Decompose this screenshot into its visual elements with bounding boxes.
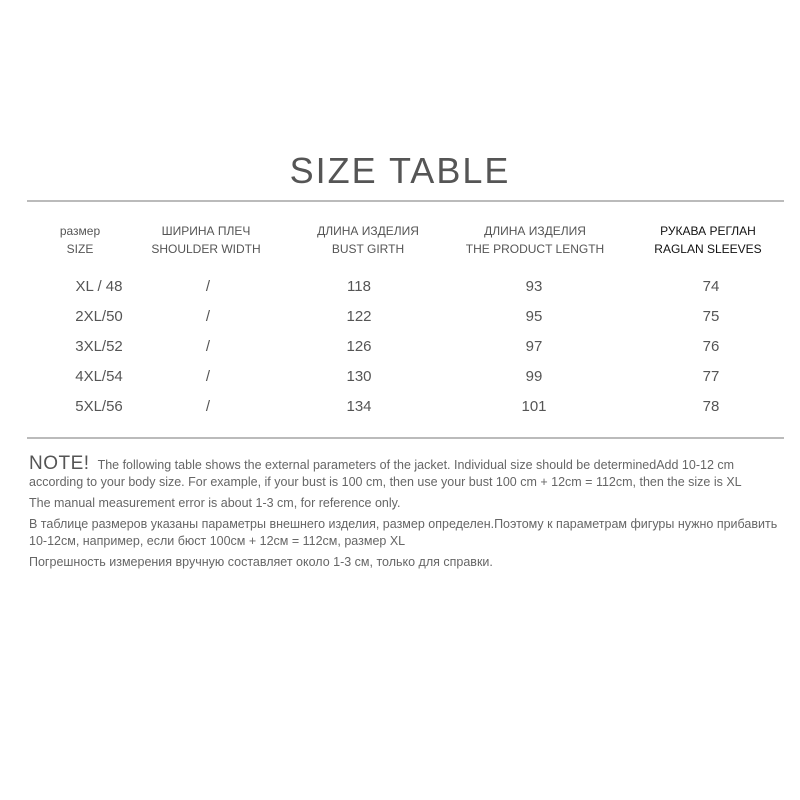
note-english-text: The following table shows the external parameters of the jacket. Individual size should be determinedAdd 10-12 cm according to your body size. For example, if your bust is 100 cm, then use your bust 100 cm + 12cm = 112cm, then the size is XL <box>29 458 742 489</box>
note-russian-error: Погрешность измерения вручную составляет около 1-3 см, только для справки. <box>29 555 493 569</box>
header-raglan-sleeves-ru: РУКАВА РЕГЛАН <box>660 224 756 238</box>
header-size-ru: размер <box>59 224 101 238</box>
table-bottom-divider <box>27 437 784 439</box>
table-cell-shoulder-width: / <box>205 338 211 355</box>
header-size-en: SIZE <box>66 242 94 256</box>
note-russian: В таблице размеров указаны параметры внешнего изделия, размер определен.Поэтому к параметрам фигуры нужно прибавить 10-12см, например, если бюст 100см + 12см = 112см, размер XL <box>29 517 778 548</box>
header-raglan-sleeves <box>638 222 778 258</box>
header-bust-girth-en: BUST GIRTH <box>331 242 405 256</box>
table-cell-shoulder-width: / <box>205 368 211 385</box>
header-shoulder-width-ru: ШИРИНА ПЛЕЧ <box>161 224 251 238</box>
table-cell-product-length: 97 <box>525 338 543 355</box>
table-cell-bust-girth: 118 <box>347 278 371 295</box>
note-english-error: The manual measurement error is about 1-3 cm, for reference only. <box>29 496 401 510</box>
header-bust-girth <box>293 222 443 258</box>
table-cell-raglan-sleeves: 75 <box>702 308 720 325</box>
table-cell-size: 5XL/56 <box>75 398 123 415</box>
table-cell-shoulder-width: / <box>205 398 211 415</box>
table-cell-product-length: 101 <box>521 398 547 415</box>
header-raglan-sleeves-en: RAGLAN SLEEVES <box>654 242 762 256</box>
table-cell-product-length: 93 <box>525 278 543 295</box>
header-shoulder-width-en: SHOULDER WIDTH <box>151 242 261 256</box>
header-shoulder-width <box>136 222 276 258</box>
table-cell-bust-girth: 126 <box>346 338 372 355</box>
notes-section <box>29 455 789 575</box>
table-cell-size: 3XL/52 <box>75 338 123 355</box>
note-english <box>29 455 789 491</box>
table-cell-bust-girth: 122 <box>346 308 372 325</box>
table-top-divider <box>27 200 784 202</box>
table-cell-shoulder-width: / <box>205 308 211 325</box>
table-cell-product-length: 95 <box>525 308 543 325</box>
table-cell-size: 2XL/50 <box>75 308 123 325</box>
table-cell-size: XL / 48 <box>75 278 123 295</box>
table-cell-raglan-sleeves: 76 <box>702 338 720 355</box>
note-label: NOTE! <box>29 453 90 474</box>
table-cell-shoulder-width: / <box>205 278 211 295</box>
table-cell-bust-girth: 134 <box>346 398 372 415</box>
header-product-length <box>455 222 615 258</box>
table-cell-bust-girth: 130 <box>346 368 372 385</box>
table-cell-raglan-sleeves: 78 <box>702 398 720 415</box>
header-size <box>44 222 116 258</box>
table-cell-size: 4XL/54 <box>75 368 123 385</box>
page-title: SIZE TABLE <box>289 150 511 191</box>
header-product-length-en: THE PRODUCT LENGTH <box>465 242 605 256</box>
table-cell-raglan-sleeves: 74 <box>702 278 720 295</box>
table-cell-raglan-sleeves: 77 <box>702 368 720 385</box>
table-cell-product-length: 99 <box>525 368 543 385</box>
header-product-length-ru: ДЛИНА ИЗДЕЛИЯ <box>484 224 586 238</box>
header-bust-girth-ru: ДЛИНА ИЗДЕЛИЯ <box>317 224 419 238</box>
